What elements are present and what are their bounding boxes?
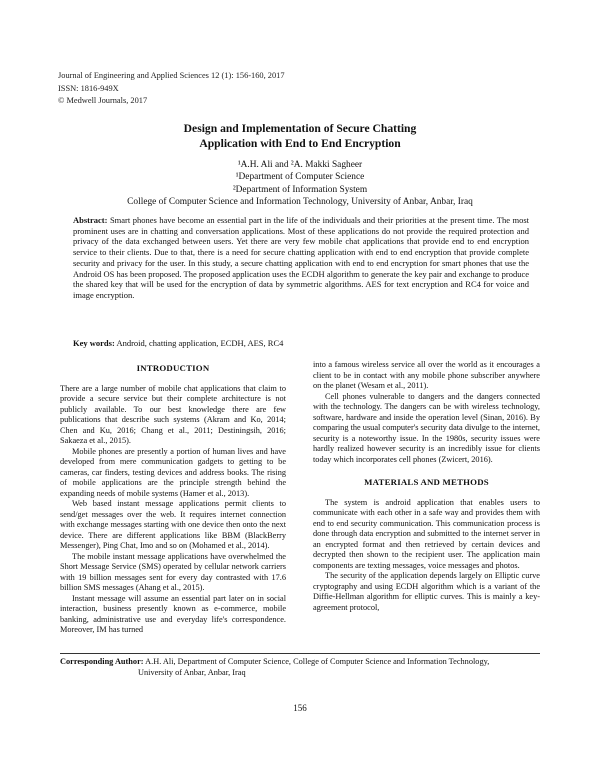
affiliation-3: College of Computer Science and Information Technology, University of Anbar, Anbar, Iraq bbox=[127, 197, 473, 208]
journal-citation: Journal of Engineering and Applied Sciences 12 (1): 156-160, 2017 bbox=[58, 71, 285, 80]
abstract-label: Abstract: bbox=[73, 215, 108, 225]
abstract-text: Smart phones have become an essential part in the life of the individuals and their priorities at the present time. The most prominent uses are in chatting and conversation applications. Most of these applications do not provide the required protection and privacy of the data exchanged between users. Yet there are very few mobile chat applications that provide end to end encryption service to their clients. Due to that, there is a need for secure chatting application with end to end encryption that provide complete security and privacy for the user. In this study, a secure chatting application with end to end encryption for smart phones that use the Android OS has been proposed. The proposed application uses the ECDH algorithm to generate the key pair and exchange to produce the shared key that will be used for the encryption of data by symmetric algorithms. AES for text encryption and RC4 for voice and image encryption. bbox=[73, 215, 530, 300]
corresponding-line-1: A.H. Ali, Department of Computer Science, College of Computer Science and Information Technology, bbox=[145, 657, 490, 666]
paragraph: into a famous wireless service all over the world as it encourages a client to be in contact with any mobile phone subscriber anywhere on the planet (Wesam et al., 2011). bbox=[313, 360, 540, 390]
page-number: 156 bbox=[293, 703, 307, 713]
paragraph: Instant message will assume an essential part later on in social interaction, business presently known as e-commerce, mobile banking, administrative use and everyday life's correspondence. Moreover, IM has turned bbox=[60, 593, 286, 634]
paragraph: The mobile instant message applications have overwhelmed the Short Message Service (SMS) operated by cellular network carriers with 19 billion messages sent for every day contrasted with 17.6 billion SMS messages (Ahang et al., 2015). bbox=[60, 551, 286, 592]
author-block bbox=[60, 159, 540, 209]
paragraph: Mobile phones are presently a portion of human lives and have developed from mere communication gadgets to getting to be cameras, car finders, testing devices and address books. The rising of mobile applications are the principle strength behind the expanding needs of mobile systems (Hamer et al., 2013). bbox=[60, 446, 286, 498]
right-column bbox=[313, 360, 540, 613]
paragraph: There are a large number of mobile chat applications that claim to provide a secure service but their complete architecture is not publicly available. To our best knowledge there are few publications that describe such systems (Akram and Ko, 2014; Chen and Ku, 2016; Chang et al., 2011; Destiningsih, 2016; Sakaeza et al., 2015). bbox=[60, 383, 286, 445]
paper-title bbox=[60, 121, 540, 151]
paragraph: The system is android application that enables users to communicate with each other in a safe way and provides them with end to end security communication. This communication process is done through data encryption and submitted to the internet server in an encrypted format and then retrieved by certain devices and decrypted then shown to the recipient user. The application main components are texting messages, voice messages and photos. bbox=[313, 497, 540, 570]
abstract bbox=[73, 215, 529, 301]
paragraph: Cell phones vulnerable to dangers and the dangers connected with the technology. The dangers can be with wireless technology, software, hardware and inside the operation level (Sinan, 2016). By comparing the usual computer's security data divulge to the internet, security is a noteworthy issue. In the 1980s, security issues were hardly realized however security is an incredibly issue for clients today which incorporates cell phones (Zwicert, 2016). bbox=[313, 391, 540, 464]
paragraph: Web based instant message applications permit clients to send/get messages over the web. It requires internet connection with exchange messages starting with one device then onto the next device. There are different applications like BBM (BlackBerry Messenger), Ping Chat, Imo and so on (Mohamed et al., 2014). bbox=[60, 499, 286, 550]
keywords-label: Key words: bbox=[73, 338, 115, 348]
footnote-divider bbox=[60, 653, 540, 654]
keywords bbox=[73, 338, 529, 349]
corresponding-label: Corresponding Author: bbox=[60, 657, 144, 666]
journal-header bbox=[58, 70, 285, 108]
title-line-1: Design and Implementation of Secure Chatting bbox=[183, 122, 417, 135]
section-heading-materials-methods: MATERIALS AND METHODS bbox=[364, 477, 489, 487]
affiliation-2: ²Department of Information System bbox=[232, 184, 368, 195]
journal-issn: ISSN: 1816-949X bbox=[58, 83, 119, 93]
author-names: ¹A.H. Ali and ²A. Makki Sagheer bbox=[237, 160, 363, 170]
journal-copyright: © Medwell Journals, 2017 bbox=[58, 96, 148, 106]
affiliation-1: ¹Department of Computer Science bbox=[235, 172, 365, 183]
corresponding-line-2: University of Anbar, Anbar, Iraq bbox=[138, 668, 246, 677]
corresponding-author bbox=[60, 656, 540, 678]
paragraph: The security of the application depends largely on Elliptic curve cryptography and using ECDH algorithm which is a variant of the Diffie-Hellman algorithm for elliptic curves. This is mainly a key-agreement protocol, bbox=[313, 571, 540, 612]
keywords-text: Android, chatting application, ECDH, AES, RC4 bbox=[116, 338, 284, 348]
left-column bbox=[60, 360, 286, 636]
section-heading-introduction: INTRODUCTION bbox=[136, 363, 210, 373]
title-line-2: Application with End to End Encryption bbox=[199, 137, 401, 150]
